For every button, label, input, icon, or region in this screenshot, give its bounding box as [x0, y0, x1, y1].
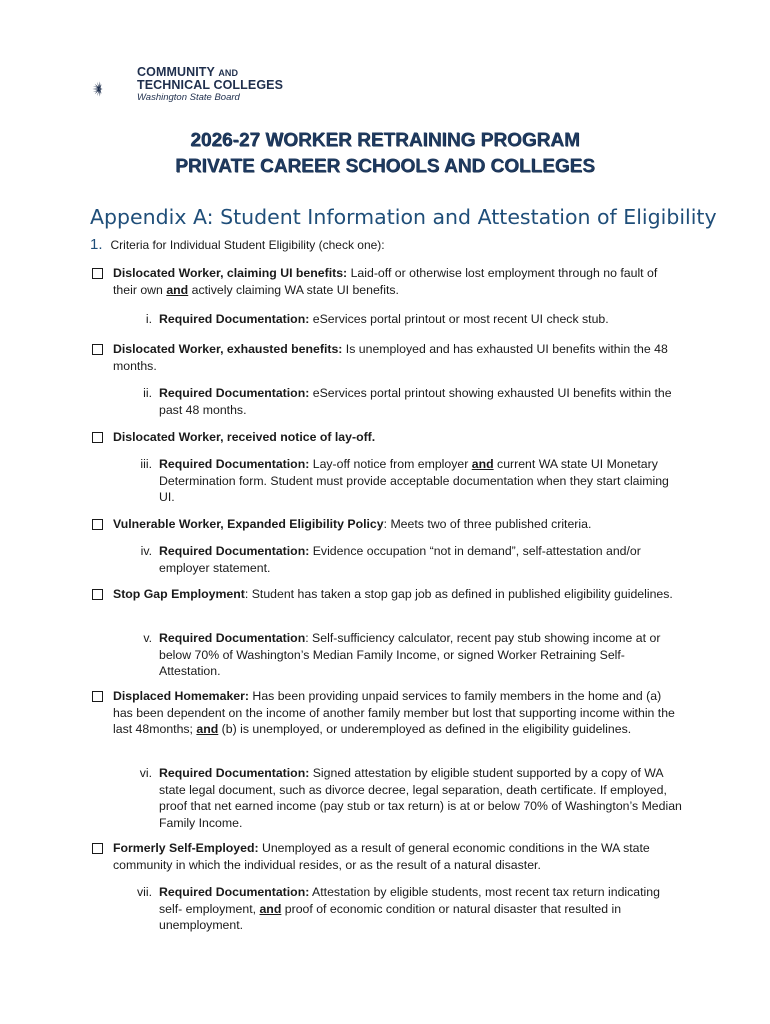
- and-emphasis: and: [166, 282, 189, 297]
- title-line2: PRIVATE CAREER SCHOOLS AND COLLEGES: [175, 156, 595, 177]
- sub-text: : Self-sufficiency calculator, recent pay stub showing income at or below 70% of Washington’s Median Family Income, or signed Worker Retraining Self-Attestation.: [159, 631, 661, 678]
- logo-line3: Washington State Board: [137, 92, 240, 103]
- item-dislocated-notice: [113, 429, 683, 446]
- sub-text: Attestation by eligible students, most recent tax return indicating self- employment,: [159, 885, 660, 916]
- item-text: Has been providing unpaid services to family members in the home and (a) has been dependent on the income of another family member but lost that supporting income within the last 48months;: [113, 689, 675, 736]
- item-stop-gap: [113, 586, 683, 603]
- criteria-line: [90, 236, 385, 253]
- item-text: : Meets two of three published criteria.: [383, 517, 592, 531]
- sub-number: iv.: [140, 544, 152, 558]
- item-text: Is unemployed and has exhausted UI benefits within the 48 months.: [113, 342, 668, 373]
- item-dislocated-exhausted: [113, 341, 683, 374]
- and-emphasis: and: [259, 901, 282, 916]
- item-text: actively claiming WA state UI benefits.: [188, 282, 399, 297]
- logo-line1: COMMUNITY: [137, 65, 215, 79]
- item-label: Dislocated Worker, received notice of lay-off.: [113, 430, 376, 444]
- item-text: (b) is unemployed, or underemployed as defined in the eligibility guidelines.: [218, 722, 632, 736]
- logo: [137, 66, 283, 104]
- item-dislocated-ui: [113, 265, 683, 298]
- sub-label: Required Documentation:: [159, 312, 310, 326]
- sub-text: eServices portal printout showing exhausted UI benefits within the past 48 months.: [159, 386, 672, 417]
- sub-number: ii.: [143, 386, 152, 400]
- sub-number: iii.: [140, 457, 152, 471]
- item-label: Dislocated Worker, claiming UI benefits:: [113, 266, 348, 280]
- item-label: Vulnerable Worker, Expanded Eligibility Policy: [113, 517, 384, 531]
- and-emphasis: and: [471, 457, 494, 471]
- sub-text: Signed attestation by eligible student supported by a copy of WA state legal document, such as divorce decree, legal separation, death certificate. If employed, proof that net earned income (pay stub or tax return) is at or below 70% of Washington’s Median Family Income.: [159, 766, 682, 830]
- sub-number: vii.: [136, 885, 152, 899]
- item-displaced-homemaker: [113, 688, 683, 738]
- sub-text: eServices portal printout or most recent UI check stub.: [309, 312, 609, 326]
- sub-text: Evidence occupation “not in demand”, self-attestation and/or employer statement.: [159, 544, 641, 575]
- sub-label: Required Documentation: [159, 631, 306, 645]
- item-formerly-self-employed: [113, 840, 683, 873]
- item-label: Dislocated Worker, exhausted benefits:: [113, 342, 343, 356]
- document-title: [0, 128, 770, 180]
- sub-label: Required Documentation:: [159, 766, 310, 780]
- title-line1: 2026-27 WORKER RETRAINING PROGRAM: [190, 130, 580, 151]
- sub-number: v.: [143, 631, 152, 645]
- sub-doc-1: [159, 311, 684, 328]
- item-text: : Student has taken a stop gap job as defined in published eligibility guidelines.: [244, 587, 673, 601]
- item-text: Unemployed as a result of general economic conditions in the WA state community in which the individual resides, or as the result of a natural disaster.: [113, 841, 650, 872]
- star-burst-icon: [92, 54, 138, 124]
- sub-label: Required Documentation:: [159, 457, 310, 471]
- sub-text: Lay-off notice from employer: [309, 457, 472, 471]
- sub-doc-5: [159, 630, 684, 680]
- checkbox-dislocated-exhausted[interactable]: [92, 344, 103, 355]
- sub-label: Required Documentation:: [159, 885, 310, 899]
- item-label: Displaced Homemaker:: [113, 689, 250, 703]
- item-label: Stop Gap Employment: [113, 587, 245, 601]
- sub-doc-7: [159, 884, 684, 934]
- sub-number: i.: [145, 312, 152, 326]
- checkbox-formerly-self-employed[interactable]: [92, 843, 103, 854]
- sub-label: Required Documentation:: [159, 544, 310, 558]
- item-label: Formerly Self-Employed:: [113, 841, 259, 855]
- sub-doc-6: [159, 765, 684, 831]
- sub-doc-2: [159, 385, 684, 418]
- checkbox-displaced-homemaker[interactable]: [92, 691, 103, 702]
- checkbox-dislocated-notice[interactable]: [92, 432, 103, 443]
- criteria-text: Criteria for Individual Student Eligibility (check one):: [110, 238, 385, 252]
- logo-line2: TECHNICAL COLLEGES: [137, 78, 284, 92]
- sub-number: vi.: [139, 766, 152, 780]
- and-emphasis: and: [196, 722, 219, 736]
- item-text: Laid-off or otherwise lost employment through no fault of their own: [113, 266, 658, 297]
- sub-text: current WA state UI Monetary Determination form. Student must provide acceptable documentation when they start claiming UI.: [159, 457, 669, 504]
- criteria-number: 1.: [90, 236, 103, 253]
- sub-doc-3: [159, 456, 684, 506]
- logo-line1-small: AND: [218, 68, 239, 78]
- item-vulnerable-worker: [113, 516, 683, 533]
- checkbox-stop-gap[interactable]: [92, 589, 103, 600]
- sub-text: proof of economic condition or natural disaster that resulted in unemployment.: [159, 901, 622, 932]
- appendix-heading: Appendix A: Student Information and Attestation of Eligibility: [90, 205, 717, 229]
- checkbox-vulnerable-worker[interactable]: [92, 519, 103, 530]
- sub-label: Required Documentation:: [159, 386, 310, 400]
- checkbox-dislocated-ui[interactable]: [92, 268, 103, 279]
- sub-doc-4: [159, 543, 684, 576]
